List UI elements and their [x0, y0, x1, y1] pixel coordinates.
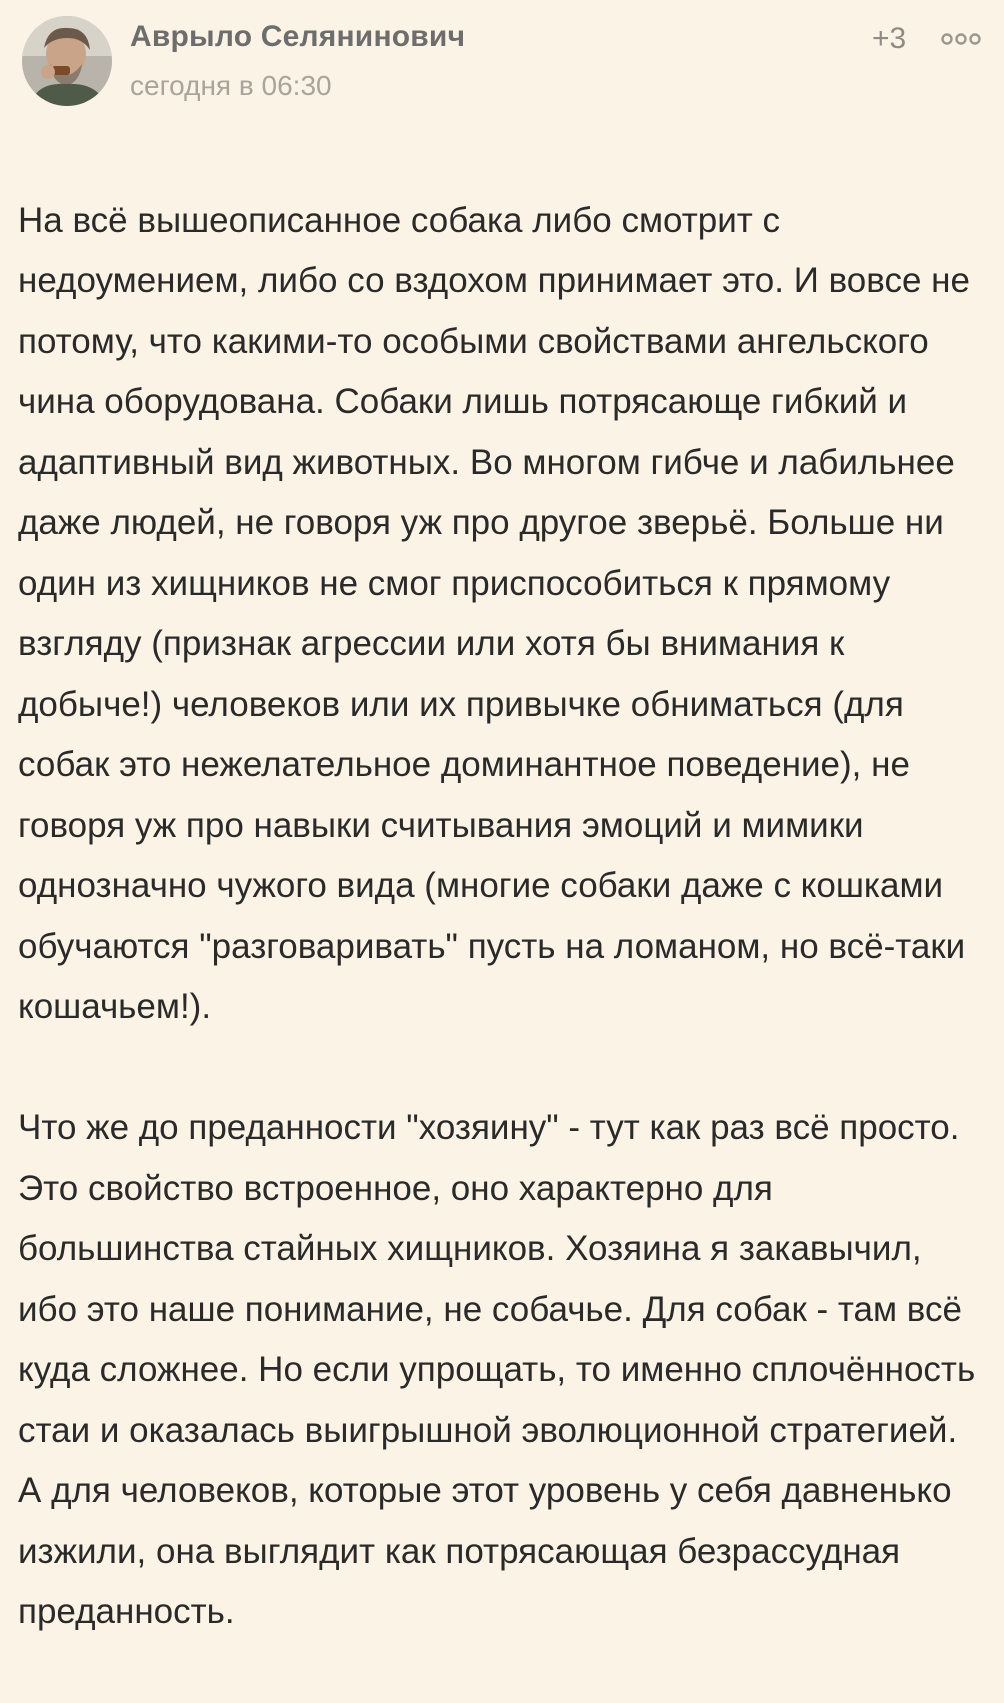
author-name[interactable]: Аврыло Селянинович	[130, 20, 466, 53]
avatar-photo	[22, 16, 112, 106]
comment-body	[18, 130, 988, 1703]
rating-counter: +3	[872, 22, 907, 55]
more-dots-icon[interactable]	[940, 32, 982, 46]
timestamp[interactable]: сегодня в 06:30	[130, 70, 332, 101]
comment-header	[0, 0, 1004, 120]
comment-paragraph: На всё вышеописанное собака либо смотрит с недоумением, либо со вздохом принимает это. И вовсе не потому, что какими-то особыми свойствами ангельского чина оборудована. Собаки лишь потрясающе гибкий и адаптивный вид животных. Во многом гибче и лабильнее даже людей, не говоря уж про другое зверьё. Больше ни один из хищников не смог приспособиться к прямому взгляду (признак агрессии или хотя бы внимания к добыче!) человеков или их привычке обниматься (для собак это нежелательное доминантное поведение), не говоря уж про навыки считывания эмоций и мимики однозначно чужого вида (многие собаки даже с кошками обучаются "разговаривать" пусть на ломаном, но всё-таки кошачьем!).	[18, 200, 970, 1026]
comment-paragraph: Что же до преданности "хозяину" - тут как раз всё просто. Это свойство встроенное, оно характерно для большинства стайных хищников. Хозяина я закавычил, ибо это наше понимание, не собачье. Для собак - там всё куда сложнее. Но если упрощать, то именно сплочённость стаи и оказалась выигрышной эволюционной стратегией. А для человеков, которые этот уровень у себя давненько изжили, она выглядит как потрясающая безрассудная преданность.	[18, 1108, 976, 1631]
avatar[interactable]	[22, 16, 112, 106]
